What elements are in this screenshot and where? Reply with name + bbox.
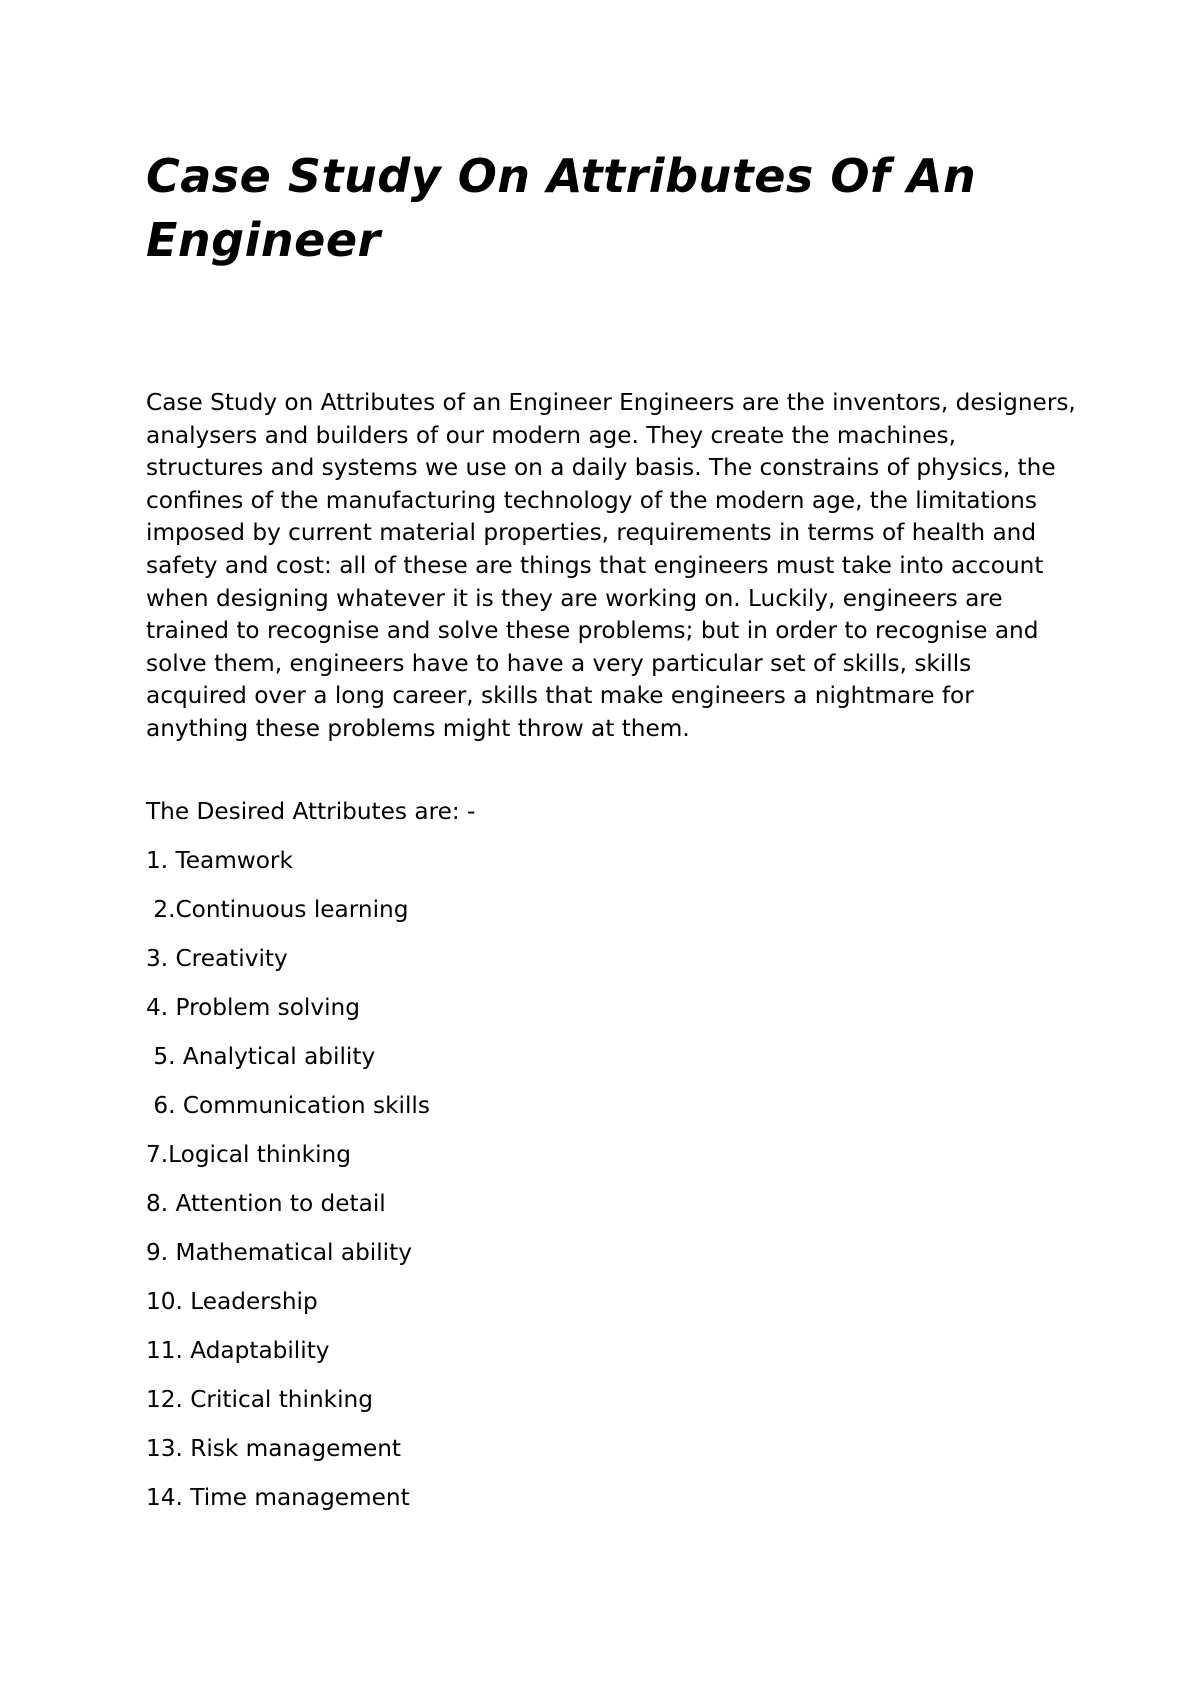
list-item: 9. Mathematical ability (146, 1239, 412, 1266)
list-item: 13. Risk management (146, 1435, 402, 1462)
list-item: 6. Communication skills (146, 1092, 430, 1119)
list-item: 1. Teamwork (146, 847, 293, 874)
list-item: 14. Time management (146, 1484, 410, 1511)
list-item: 7.Logical thinking (146, 1141, 351, 1168)
intro-paragraph: Case Study on Attributes of an Engineer Engineers are the inventors, designers, analysers and builders of our modern age. They create the machines, structures and systems we use on a daily basis. The constrains of physics, the confines of the manufacturing technology of the modern age, the limitations imposed by current material properties, requirements in terms of health and safety and cost: all of these are things that engineers must take into account when designing whatever it is they are working on. Luckily, engineers are trained to recognise and solve these problems; but in order to recognise and solve them, engineers have to have a very particular set of skills, skills acquired over a long career, skills that make engineers a nightmare for anything these problems might throw at them. (146, 389, 1076, 742)
list-item: 4. Problem solving (146, 994, 360, 1021)
attributes-heading: The Desired Attributes are: - (146, 798, 476, 825)
list-item: 11. Adaptability (146, 1337, 330, 1364)
list-item: 12. Critical thinking (146, 1386, 373, 1413)
list-item: 5. Analytical ability (146, 1043, 376, 1070)
list-item: 10. Leadership (146, 1288, 318, 1315)
list-item: 8. Attention to detail (146, 1190, 386, 1217)
list-item: 2.Continuous learning (146, 896, 409, 923)
attributes-list (146, 845, 430, 1531)
list-item: 3. Creativity (146, 945, 288, 972)
document-title: Case Study On Attributes Of An Engineer (146, 149, 977, 267)
